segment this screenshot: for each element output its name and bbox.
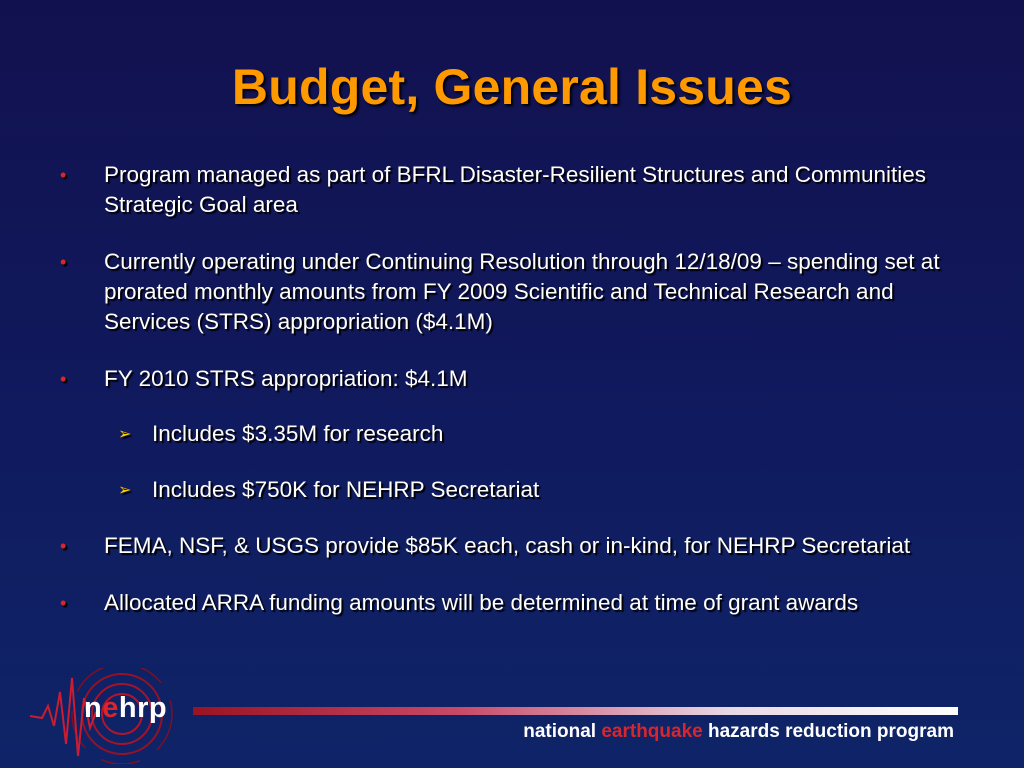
bullet-dot-icon: • [60, 369, 67, 389]
bullet-text: FEMA, NSF, & USGS provide $85K each, cash or in-kind, for NEHRP Secretariat [104, 533, 911, 558]
footer-tagline [523, 721, 954, 743]
bullet-text: FY 2010 STRS appropriation: $4.1M [104, 366, 468, 391]
bullet-item [60, 588, 980, 618]
arrow-right-icon: ➢ [118, 426, 132, 443]
slide-title: Budget, General Issues [231, 59, 793, 115]
sub-bullet-text: Includes $750K for NEHRP Secretariat [152, 477, 540, 502]
bullet-item [60, 160, 980, 220]
logo-hrp: hrp [118, 692, 168, 724]
bullet-dot-icon: • [60, 536, 67, 556]
bullet-dot-icon: • [60, 593, 67, 613]
logo-e: e [102, 692, 119, 724]
bullet-text: Program managed as part of BFRL Disaster-Resilient Structures and Communities Strategic Goal area [104, 162, 926, 217]
tagline-accent: earthquake [601, 721, 703, 742]
bullet-list [60, 160, 980, 645]
bullet-item [60, 247, 980, 337]
sub-bullet-item [118, 419, 980, 449]
footer-divider [193, 707, 958, 715]
arrow-right-icon: ➢ [118, 482, 132, 499]
bullet-text: Currently operating under Continuing Resolution through 12/18/09 – spending set at prorated monthly amounts from FY 2009 Scientific and Technical Research and Services (STRS) appropriation ($4.1M) [104, 249, 940, 334]
logo-n: n [84, 692, 103, 724]
sub-bullet-item [118, 475, 980, 505]
bullet-item [60, 364, 980, 394]
sub-bullet-text: Includes $3.35M for research [152, 421, 444, 446]
bullet-item [60, 531, 980, 561]
logo-wordmark [84, 692, 167, 725]
bullet-dot-icon: • [60, 165, 67, 185]
tagline-part1: national [523, 721, 602, 742]
tagline-part2: hazards reduction program [702, 721, 954, 742]
bullet-dot-icon: • [60, 252, 67, 272]
bullet-text: Allocated ARRA funding amounts will be determined at time of grant awards [104, 590, 859, 615]
